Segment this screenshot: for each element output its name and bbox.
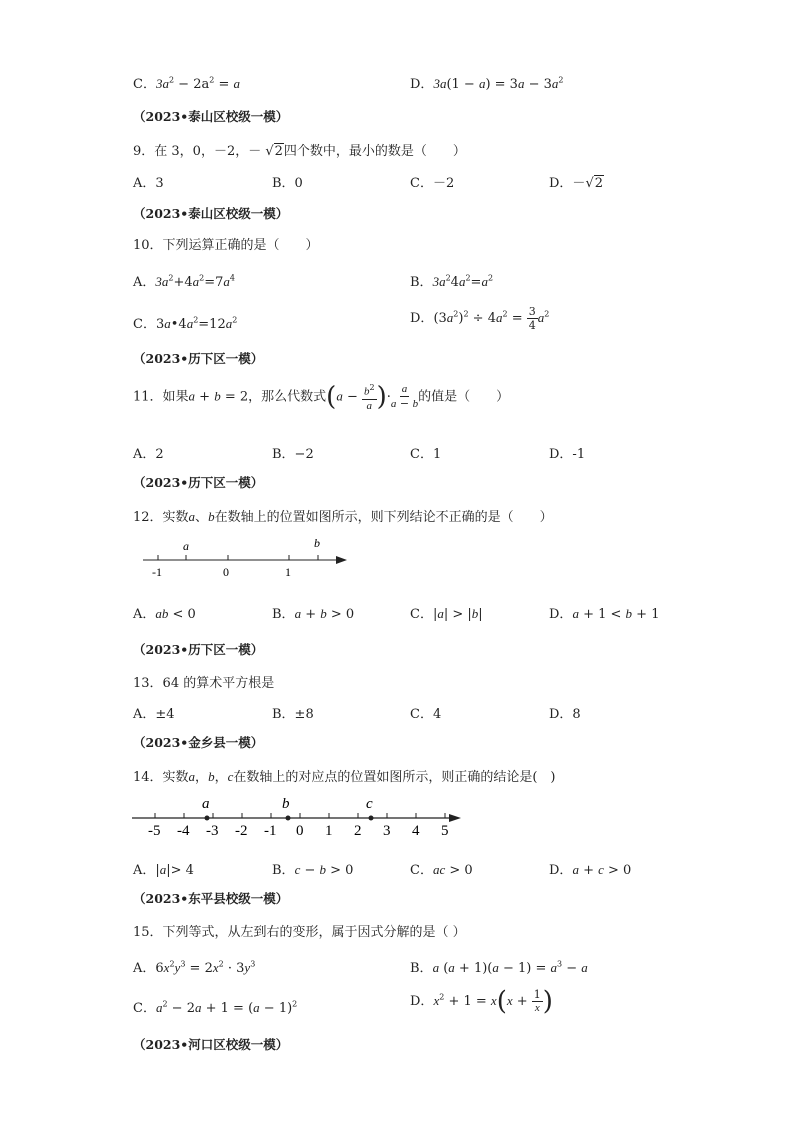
q9-option-b: B．0	[272, 176, 303, 191]
q12-number-line	[140, 535, 352, 581]
q14-axis-label: 5	[441, 823, 449, 839]
q14-axis-label: 0	[296, 823, 304, 839]
q12-option-c: C．|a| > |b|	[410, 606, 483, 622]
q14-option-d: D．a + c > 0	[549, 862, 632, 878]
q13-option-a: A．±4	[133, 707, 175, 722]
q14-option-a: A．|a|> 4	[133, 862, 194, 878]
q15-stem: 15．下列等式，从左到右的变形，属于因式分解的是（ ）	[133, 925, 466, 940]
q10-option-d: D．$(3a^2)^2 \div 4a^2$ = $\frac{3}{4}$ $a^2$	[410, 305, 550, 332]
q14-point-label: b	[282, 796, 290, 812]
q15-option-b: B．a $(a + 1)(a - 1) = a^3 - a$	[410, 959, 588, 976]
q13-option-d: D．8	[549, 707, 581, 722]
q8-option-d: D．$3a(1 - a) = 3a - 3a^2$	[410, 75, 564, 92]
q14-axis-label: 1	[325, 823, 333, 839]
q14-axis-label: -3	[206, 823, 219, 839]
source-tag: （2023•泰山区校级一模）	[133, 109, 289, 124]
q14-option-b: B．c − b > 0	[272, 862, 354, 878]
q15-option-a: A．$6x^2y^3 = 2x^2 \cdot 3y^3$	[133, 959, 256, 976]
q11-option-d: D．-1	[549, 447, 586, 462]
source-tag: （2023•金乡县一模）	[133, 735, 264, 750]
q14-number-line	[130, 792, 464, 840]
q13-stem: 13．64 的算术平方根是	[133, 676, 275, 691]
source-tag: （2023•历下区一模）	[133, 475, 264, 490]
source-tag: （2023•历下区一模）	[133, 642, 264, 657]
q12-option-b: B．a + b > 0	[272, 606, 355, 622]
q12-stem: 12．实数a、b在数轴上的位置如图所示，则下列结论不正确的是（ ）	[133, 509, 553, 525]
q12-option-a: A．ab < 0	[133, 606, 196, 622]
q12-axis-label: -1	[152, 565, 162, 579]
q15-option-d: D．$x^2 + 1 = x(x$ + $\frac{1}{x}$ )	[410, 986, 553, 1017]
q8-option-c: C．$3a^2 - 2a^2 = a$	[133, 75, 240, 92]
q11-option-b: B．−2	[272, 447, 314, 462]
source-tag: （2023•河口区校级一模）	[133, 1037, 289, 1052]
q14-axis-label: -2	[235, 823, 248, 839]
q14-axis-label: -5	[148, 823, 161, 839]
q12-point-label: a	[183, 539, 189, 553]
q10-stem: 10．下列运算正确的是（ ）	[133, 238, 319, 253]
q14-axis-label: 2	[354, 823, 362, 839]
q14-stem: 14．实数a，b，c在数轴上的对应点的位置如图所示，则正确的结论是( )	[133, 769, 556, 785]
q14-point-label: a	[202, 796, 210, 812]
q14-axis-label: 3	[383, 823, 391, 839]
q14-axis-label: 4	[412, 823, 420, 839]
q10-option-b: B．$3a^24a^2=a^2$	[410, 273, 494, 290]
q12-axis-label: 0	[223, 565, 229, 579]
q14-point-label: c	[366, 796, 373, 812]
q10-option-a: A．$3a^2+4a^2=7a^4$	[133, 273, 236, 290]
source-tag: （2023•泰山区校级一模）	[133, 206, 289, 221]
q14-axis-label: -4	[177, 823, 190, 839]
source-tag: （2023•东平县校级一模）	[133, 891, 289, 906]
q11-option-c: C．1	[410, 447, 442, 462]
q9-option-d: D．－√2	[549, 176, 604, 191]
q14-axis-label: -1	[264, 823, 277, 839]
q10-option-c: C．$3a•4a^2=12a^2$	[133, 315, 238, 332]
q15-option-c: C．$a^2 - 2a + 1 = (a - 1)^2$	[133, 999, 298, 1016]
q13-option-b: B．±8	[272, 707, 314, 722]
q12-option-d: D．a + 1 < b + 1	[549, 606, 660, 622]
q13-option-c: C．4	[410, 707, 442, 722]
q12-axis-label: 1	[285, 565, 291, 579]
q9-option-a: A．3	[133, 176, 164, 191]
q11-stem: 11．如果a + b = 2，那么代数式(a − $\frac{b^2}{a}$ )· $\frac{a}{a - b}$ 的值是（ ）	[133, 381, 510, 412]
q14-option-c: C．ac > 0	[410, 862, 473, 878]
q9-option-c: C．－2	[410, 176, 455, 191]
q11-option-a: A．2	[133, 447, 164, 462]
q12-point-label: b	[314, 536, 320, 550]
q9-stem: 9．在 3，0，－2，－ √2四个数中，最小的数是（ ）	[133, 144, 466, 159]
source-tag: （2023•历下区一模）	[133, 351, 264, 366]
